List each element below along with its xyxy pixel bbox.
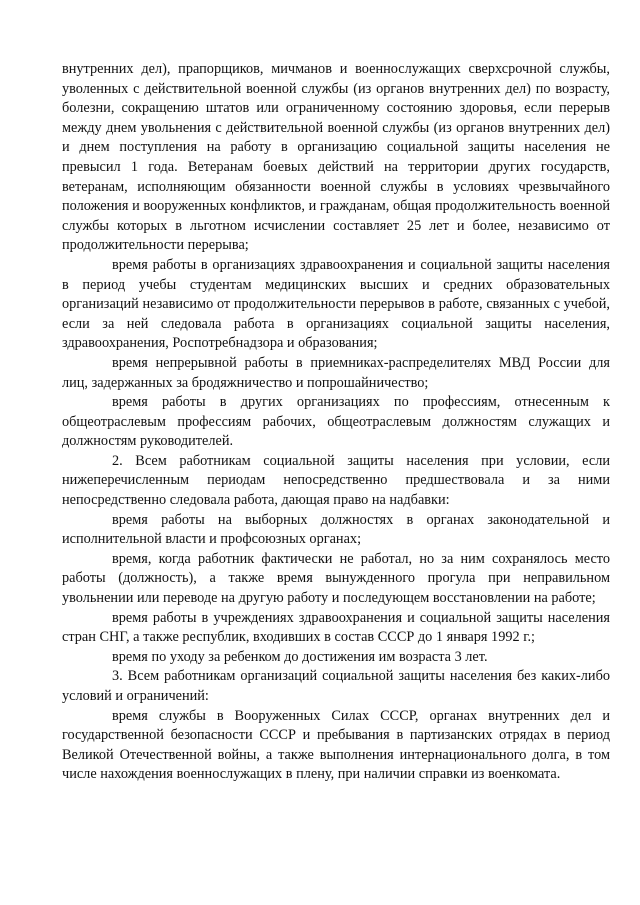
paragraph-cis-institutions: время работы в учреждениях здравоохранения и социальной защиты населения стран СНГ, а также республик, входивших в состав СССР до 1 января 1992 г.; — [62, 609, 610, 646]
paragraph-mvd-receivers: время непрерывной работы в приемниках-распределителях МВД России для лиц, задержанных за бродяжничество и попрошайничество; — [62, 354, 610, 391]
paragraph-child-care: время по уходу за ребенком до достижения им возраста 3 лет. — [112, 648, 488, 665]
document-body — [62, 60, 610, 785]
paragraph-retained-position: время, когда работник фактически не работал, но за ним сохранялось место работы (должность), а также время вынужденного прогула при неправильном увольнении или переводе на другую работу и последующем восстановлении на работе; — [62, 550, 610, 607]
paragraph-continuation: внутренних дел), прапорщиков, мичманов и военнослужащих сверхсрочной службы, уволенных с действительной военной службы (из органов внутренних дел) по возрасту, болезни, сокращению штатов или ограниченному состоянию здоровья, если перерыв между днем увольнения с действительной военной службы (из органов внутренних дел) и днем поступления на работу в организацию социальной защиты населения не превысил 1 года. Ветеранам боевых действий на территории других государств, ветеранам, исполняющим обязанности военной службы в условиях чрезвычайного положения и вооруженных конфликтов, и гражданам, общая продолжительность военной службы которых в льготном исчислении составляет 25 лет и более, независимо от продолжительности перерыва; — [62, 61, 610, 254]
paragraph-section-3: 3. Всем работникам организаций социальной защиты населения без каких-либо условий и ограничений: — [62, 668, 610, 704]
paragraph-elected-positions: время работы на выборных должностях в органах законодательной и исполнительной власти и профсоюзных органах; — [62, 511, 610, 548]
paragraph-section-2: 2. Всем работникам социальной защиты населения при условии, если нижеперечисленным периодам непосредственно предшествовала и за ними непосредственно следовала работа, дающая право на надбавки: — [62, 452, 610, 509]
paragraph-general-professions: время работы в других организациях по профессиям, отнесенным к общеотраслевым профессиям рабочих, общеотраслевым должностям служащих и должностям руководителей. — [62, 394, 610, 450]
paragraph-military-service: время службы в Вооруженных Силах СССР, органах внутренних дел и государственной безопасности СССР и пребывания в партизанских отрядах в период Великой Отечественной войны, а также выполнения интернационального долга, в том числе нахождения военнослужащих в плену, при наличии справки из военкомата. — [62, 707, 610, 783]
paragraph-healthcare-study: время работы в организациях здравоохранения и социальной защиты населения в период учебы студентам медицинских высших и средних образовательных организаций независимо от продолжительности перерывов в работе, связанных с учебой, если за ней следовала работа в организациях социальной защиты населения, здравоохранения, Роспотребнадзора и образования; — [62, 256, 610, 352]
